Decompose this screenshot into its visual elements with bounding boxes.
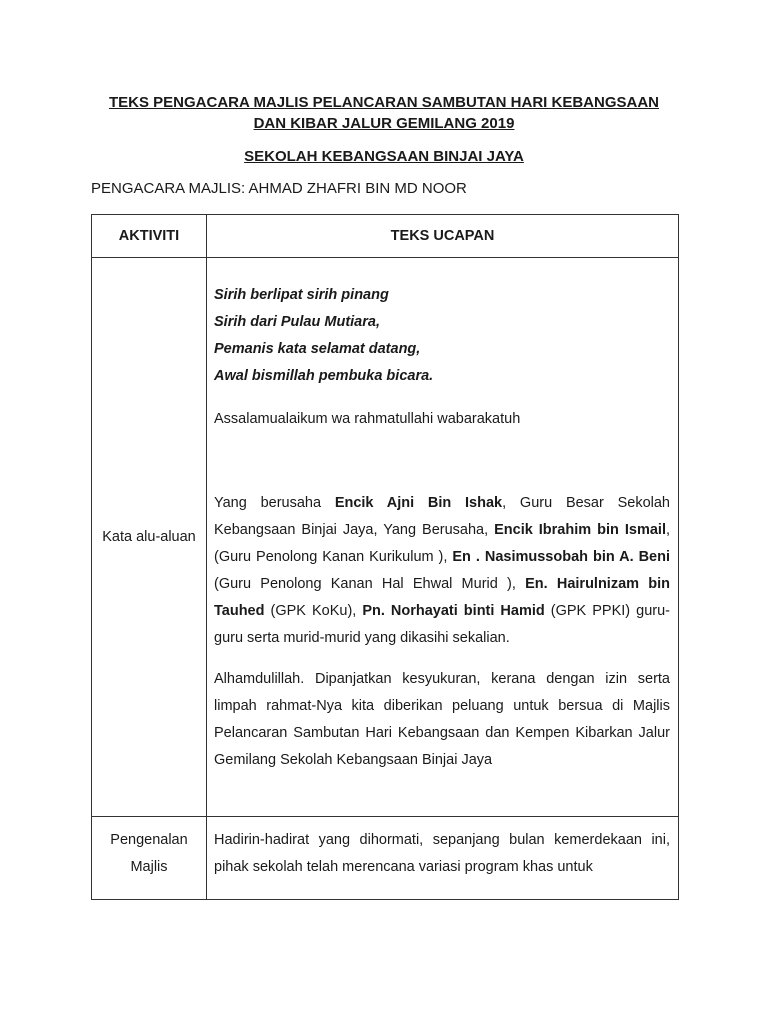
document-title-line1: TEKS PENGACARA MAJLIS PELANCARAN SAMBUTAN HARI KEBANGSAAN: [108, 94, 659, 111]
header-activity: AKTIVITI: [92, 215, 207, 258]
guest-name: Pn. Norhayati binti Hamid: [362, 603, 545, 619]
speech-table: [91, 214, 679, 900]
gratitude-paragraph: Alhamdulillah. Dipanjatkan kesyukuran, kerana dengan izin serta limpah rahmat-Nya kita diberikan peluang untuk bersua di Majlis Pelancaran Sambutan Hari Kebangsaan dan Kempen Kibarkan Jalur Gemilang Sekolah Kebangsaan Binjai Jaya: [214, 671, 670, 768]
salam-greeting: Assalamualaikum wa rahmatullahi wabarakatuh: [214, 411, 521, 427]
table-row: [92, 258, 679, 817]
header-speech-text: TEKS UCAPAN: [207, 215, 679, 258]
pantun-line: Sirih berlipat sirih pinang: [214, 287, 389, 303]
pantun-verse: [214, 282, 670, 390]
school-name: SEKOLAH KEBANGSAAN BINJAI JAYA: [244, 148, 524, 165]
table-header-row: [92, 215, 679, 258]
pantun-line: Sirih dari Pulau Mutiara,: [214, 314, 380, 330]
speech-welcome-cell: [207, 258, 679, 817]
guest-name: Encik Ibrahim bin Ismail: [494, 522, 666, 538]
guest-name: En . Nasimussobah bin A. Beni: [452, 549, 671, 565]
speech-introduction-cell: [207, 817, 679, 900]
activity-introduction: Pengenalan Majlis: [92, 817, 207, 900]
guest-name: En. Hairulnizam bin Tauhed: [214, 576, 670, 619]
pantun-line: Awal bismillah pembuka bicara.: [214, 368, 434, 384]
guest-name: Encik Ajni Bin Ishak: [334, 495, 503, 511]
table-row: [92, 817, 679, 900]
pantun-line: Pemanis kata selamat datang,: [214, 341, 421, 357]
activity-welcome: Kata alu-aluan: [92, 258, 207, 817]
introduction-paragraph: Hadirin-hadirat yang dihormati, sepanjang bulan kemerdekaan ini, pihak sekolah telah merencana variasi program khas untuk: [214, 832, 670, 875]
document-title-line2: DAN KIBAR JALUR GEMILANG 2019: [253, 115, 515, 132]
guest-acknowledgement: Yang berusaha Encik Ajni Bin Ishak, Guru Besar Sekolah Kebangsaan Binjai Jaya, Yang Berusaha, Encik Ibrahim bin Ismail, (Guru Penolong Kanan Kurikulum ), En . Nasimussobah bin A. Beni (Guru Penolong Kanan Hal Ehwal Murid ), En. Hairulnizam bin Tauhed (GPK KoKu), Pn. Norhayati binti Hamid (GPK PPKI) guru-guru serta murid-murid yang dikasihi sekalian.: [214, 495, 671, 646]
emcee-line: PENGACARA MAJLIS: AHMAD ZHAFRI BIN MD NOOR: [91, 180, 467, 197]
